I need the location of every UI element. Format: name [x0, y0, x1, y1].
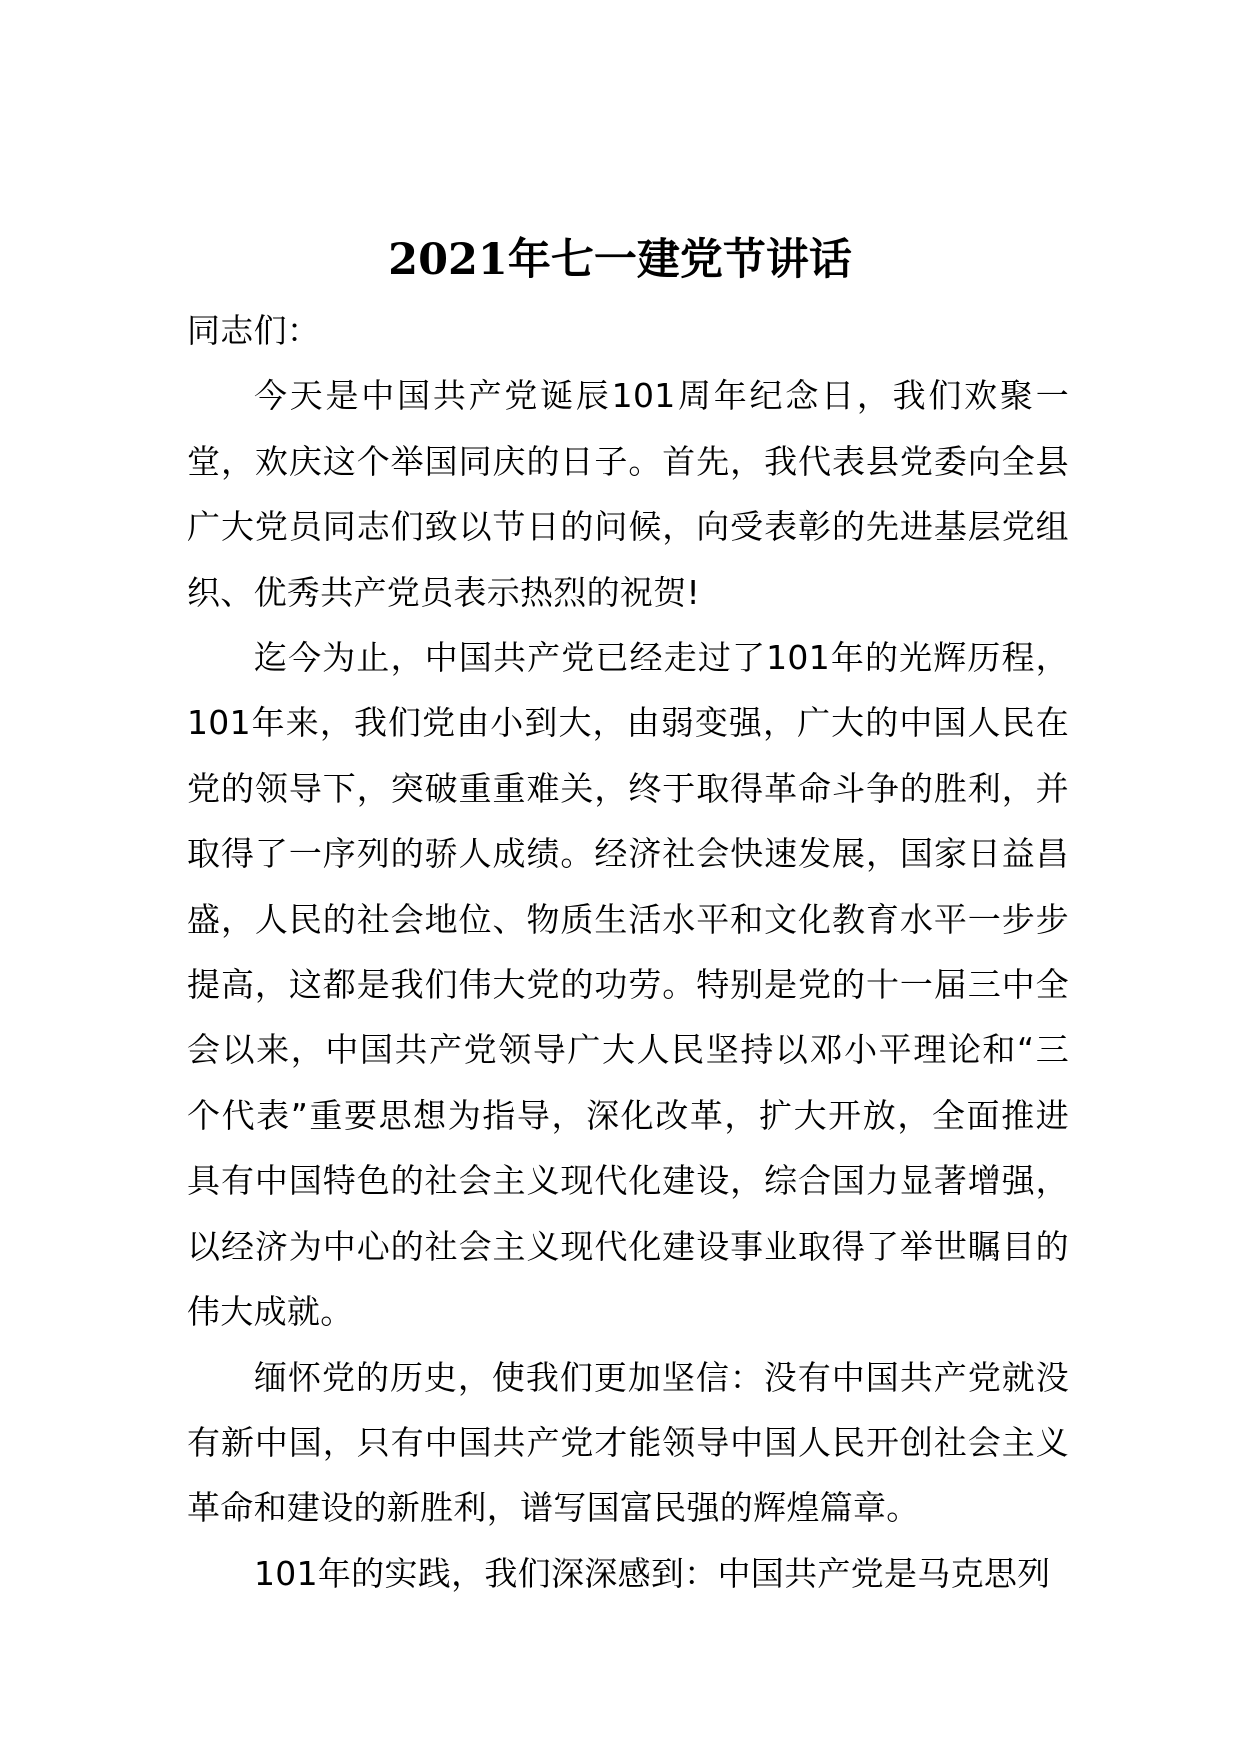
greeting: 同志们： [187, 311, 321, 350]
paragraph: 迄今为止，中国共产党已经走过了101年的光辉历程，101年来，我们党由小到大，由弱变强，广大的中国人民在党的领导下，突破重重难关，终于取得革命斗争的胜利，并取得了一序列的骄人成绩。经济社会快速发展，国家日益昌盛，人民的社会地位、物质生活水平和文化教育水平一步步提高，这都是我们伟大党的功劳。特别是党的十一届三中全会以来，中国共产党领导广大人民坚持以邓小平理论和“三个代表”重要思想为指导，深化改革，扩大开放，全面推进具有中国特色的社会主义现代化建设，综合国力显著增强，以经济为中心的社会主义现代化建设事业取得了举世瞩目的伟大成就。 [187, 638, 1069, 1332]
paragraph: 今天是中国共产党诞辰101周年纪念日，我们欢聚一堂，欢庆这个举国同庆的日子。首先，我代表县党委向全县广大党员同志们致以节日的问候，向受表彰的先进基层党组织、优秀共产党员表示热烈的祝贺! [187, 376, 1069, 612]
paragraph: 101年的实践，我们深深感到：中国共产党是马克思列 [254, 1553, 1051, 1593]
paragraph: 缅怀党的历史，使我们更加坚信：没有中国共产党就没有新中国，只有中国共产党才能领导中国人民开创社会主义革命和建设的新胜利，谱写国富民强的辉煌篇章。 [187, 1357, 1069, 1528]
document-body [187, 298, 1069, 1606]
document-title: 2021年七一建党节讲话 [388, 235, 852, 285]
